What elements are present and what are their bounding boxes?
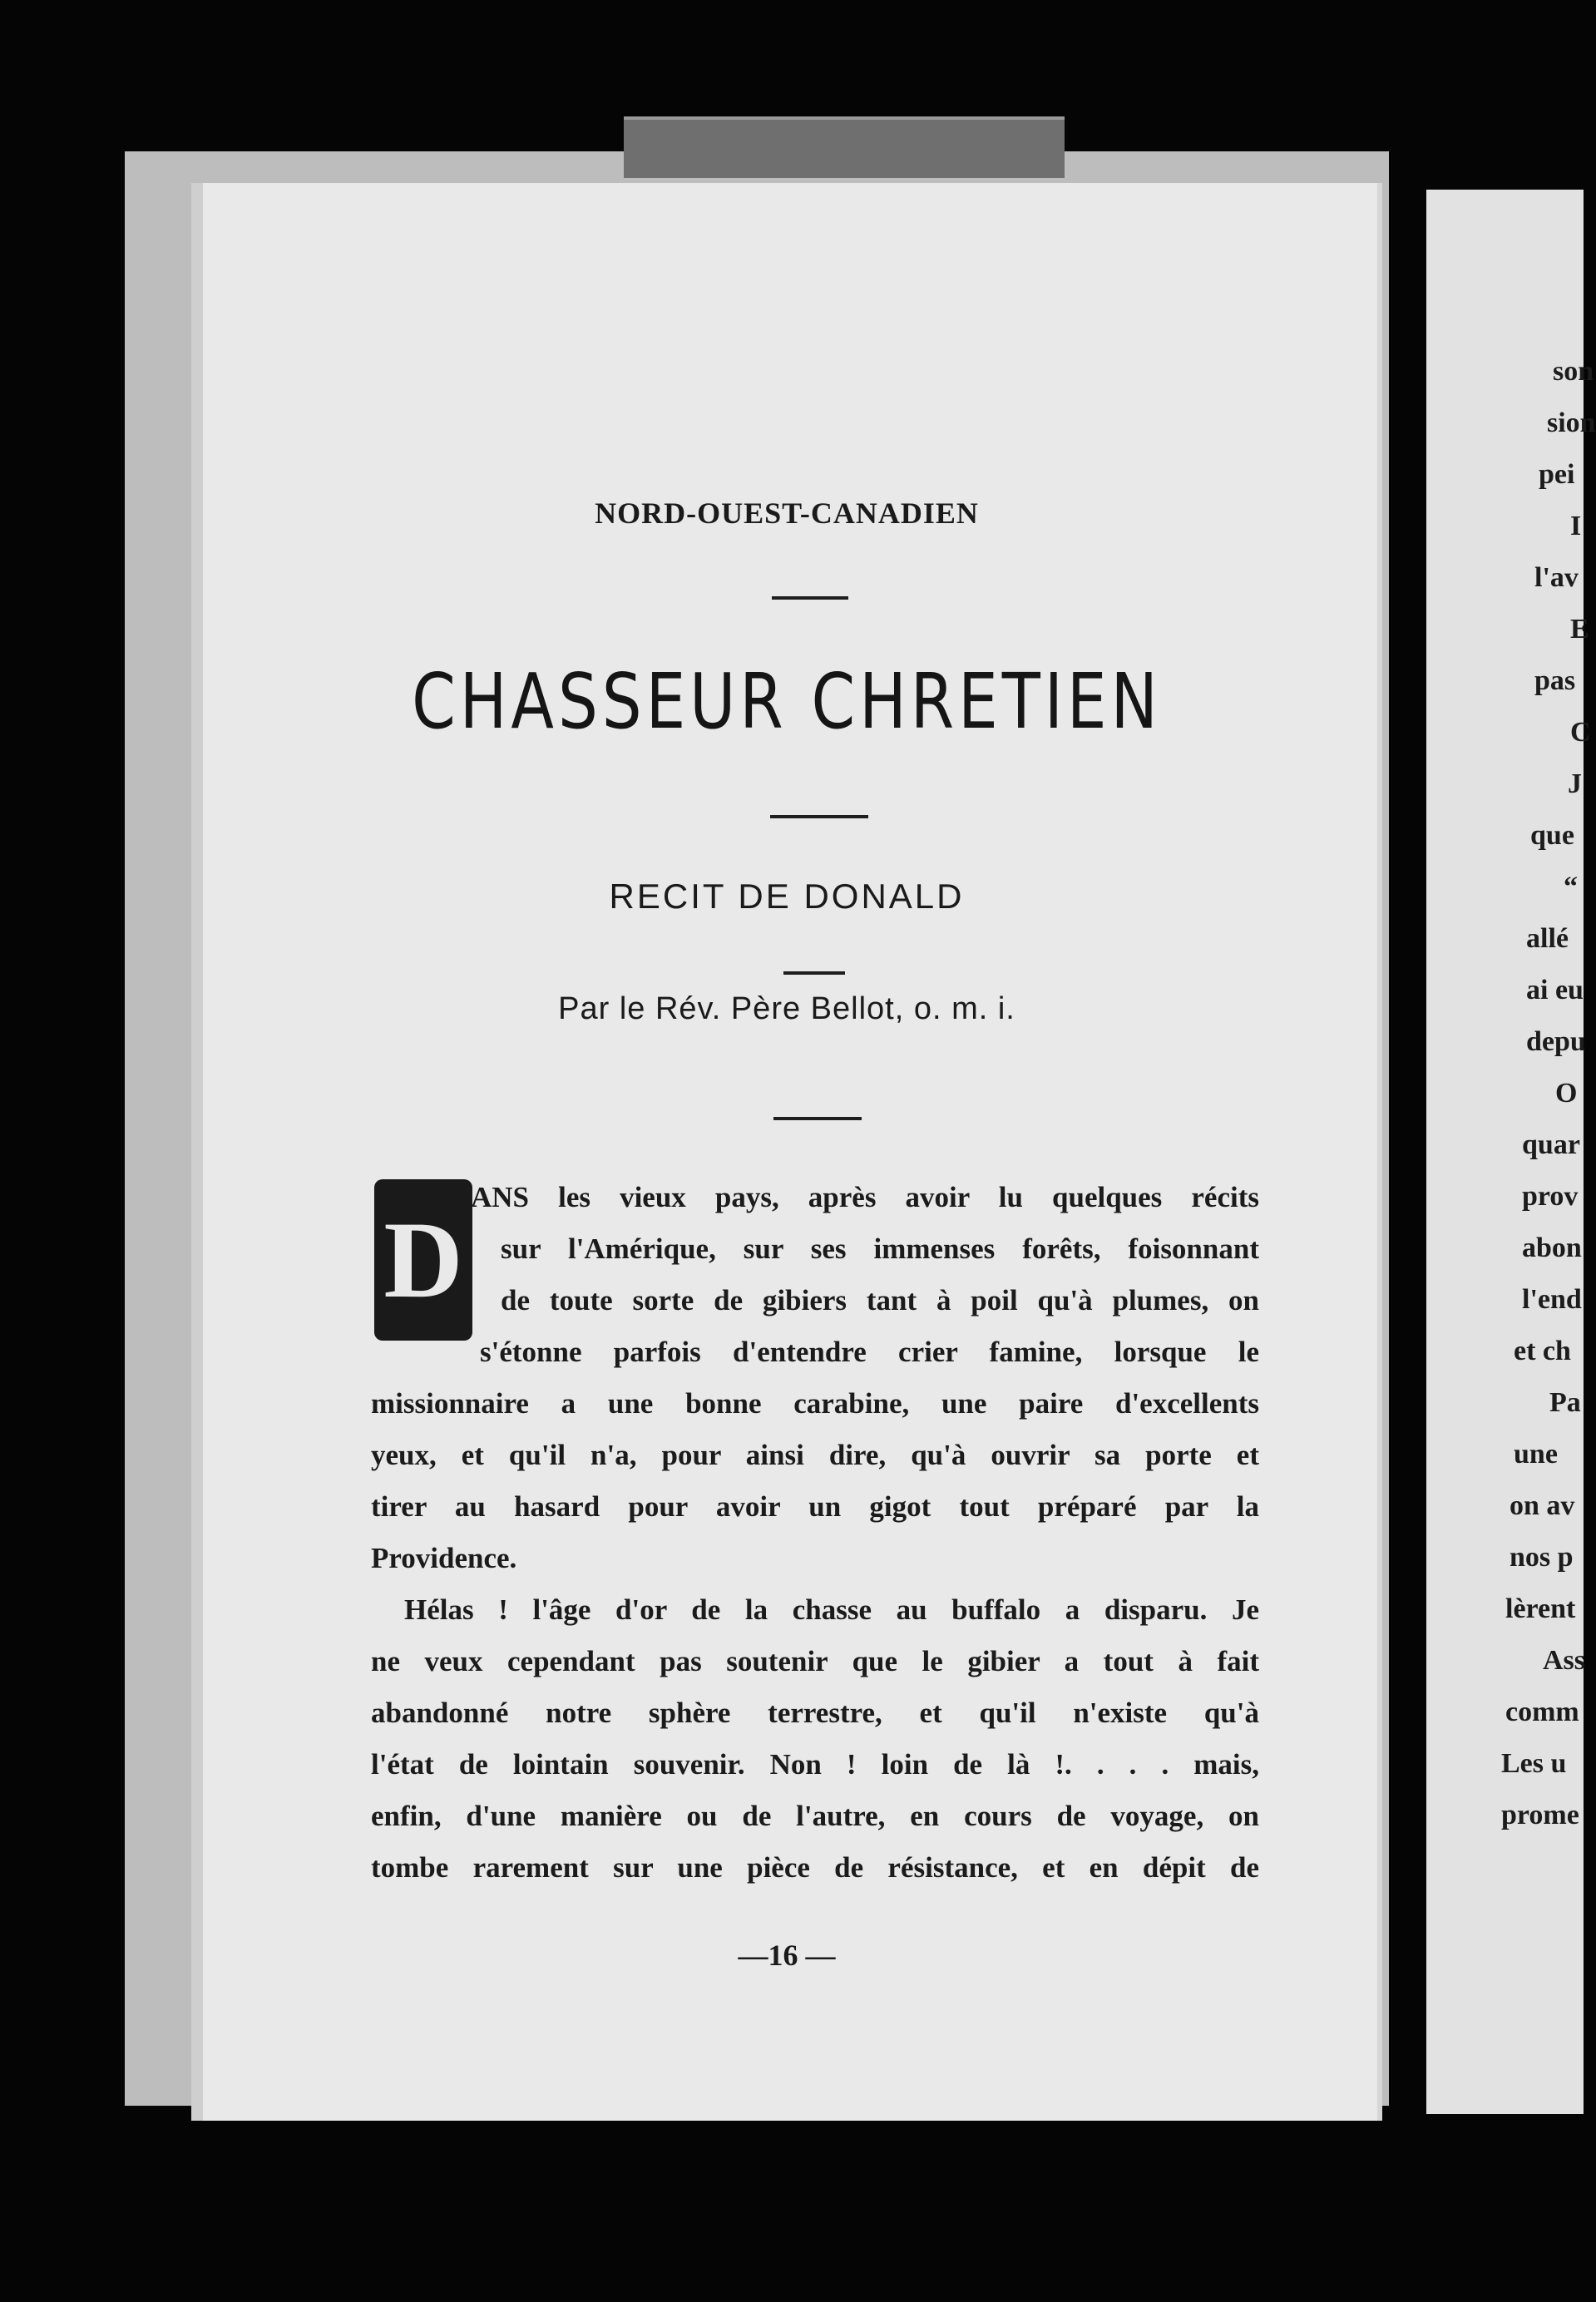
body-line: enfin, d'une manière ou de l'autre, en cours de voyage, on xyxy=(371,1800,1259,1832)
body-line: yeux, et qu'il n'a, pour ainsi dire, qu'à ouvrir sa porte et xyxy=(371,1439,1259,1471)
binding-tab xyxy=(624,116,1065,178)
body-line: sur l'Amérique, sur ses immenses forêts, foisonnant xyxy=(501,1233,1259,1265)
drop-cap: D xyxy=(374,1179,472,1341)
body-line: ANS les vieux pays, après avoir lu quelques récits xyxy=(471,1181,1259,1213)
facing-line: on av xyxy=(1510,1490,1575,1521)
facing-line: abon xyxy=(1522,1233,1582,1263)
facing-line: prov xyxy=(1522,1181,1579,1212)
facing-line: Les u xyxy=(1501,1748,1567,1779)
body-line: Providence. xyxy=(371,1542,517,1574)
facing-line: nos p xyxy=(1510,1542,1574,1573)
facing-line: C xyxy=(1570,717,1591,748)
author-line: Par le Rév. Père Bellot, o. m. i. xyxy=(558,991,1015,1026)
facing-line: Ass xyxy=(1543,1645,1586,1676)
facing-line: l'end xyxy=(1522,1284,1582,1315)
facing-line: pas xyxy=(1534,665,1576,696)
body-line: l'état de lointain souvenir. Non ! loin de là !. . . . mais, xyxy=(371,1748,1259,1781)
facing-line: son xyxy=(1553,356,1594,387)
facing-line: une xyxy=(1514,1439,1558,1470)
facing-line: O xyxy=(1555,1078,1578,1109)
rule-divider xyxy=(773,1117,862,1120)
facing-line: pei xyxy=(1539,459,1575,490)
body-line: missionnaire a une bonne carabine, une paire d'excellents xyxy=(371,1387,1259,1420)
body-line: tirer au hasard pour avoir un gigot tout préparé par la xyxy=(371,1490,1259,1523)
body-line: ne veux cependant pas soutenir que le gibier a tout à fait xyxy=(371,1645,1259,1677)
facing-page xyxy=(1426,190,1596,2114)
facing-line: l'av xyxy=(1534,562,1579,593)
rule-divider xyxy=(770,815,868,818)
subtitle: RECIT DE DONALD xyxy=(609,877,965,916)
facing-line: quar xyxy=(1522,1129,1580,1160)
facing-line: ai eu xyxy=(1526,975,1584,1005)
facing-line: prome xyxy=(1501,1800,1579,1830)
facing-line: allé xyxy=(1526,923,1569,954)
facing-line: “ xyxy=(1564,872,1578,902)
rule-divider xyxy=(783,971,845,975)
facing-line: lèrent xyxy=(1505,1593,1576,1624)
facing-line: I xyxy=(1570,511,1582,541)
page-title: CHASSEUR CHRETIEN xyxy=(412,657,1162,746)
rule-divider xyxy=(772,596,848,600)
facing-line: sion xyxy=(1547,408,1596,438)
facing-line: J xyxy=(1568,768,1582,799)
facing-line: et ch xyxy=(1514,1336,1571,1366)
body-line: abandonné notre sphère terrestre, et qu'il n'existe qu'à xyxy=(371,1697,1259,1729)
facing-line: que xyxy=(1530,820,1574,851)
facing-line: comm xyxy=(1505,1697,1579,1727)
page-number: —16 — xyxy=(738,1939,836,1972)
body-line: tombe rarement sur une pièce de résistance, et en dépit de xyxy=(371,1851,1259,1884)
running-title: NORD-OUEST-CANADIEN xyxy=(595,496,979,530)
facing-line: E xyxy=(1570,614,1589,645)
body-line: s'étonne parfois d'entendre crier famine, lorsque le xyxy=(480,1336,1259,1368)
body-line: de toute sorte de gibiers tant à poil qu'à plumes, on xyxy=(501,1284,1259,1316)
facing-line: depu xyxy=(1526,1026,1586,1057)
body-line: Hélas ! l'âge d'or de la chasse au buffalo a disparu. Je xyxy=(404,1593,1259,1626)
facing-line: Pa xyxy=(1549,1387,1581,1418)
